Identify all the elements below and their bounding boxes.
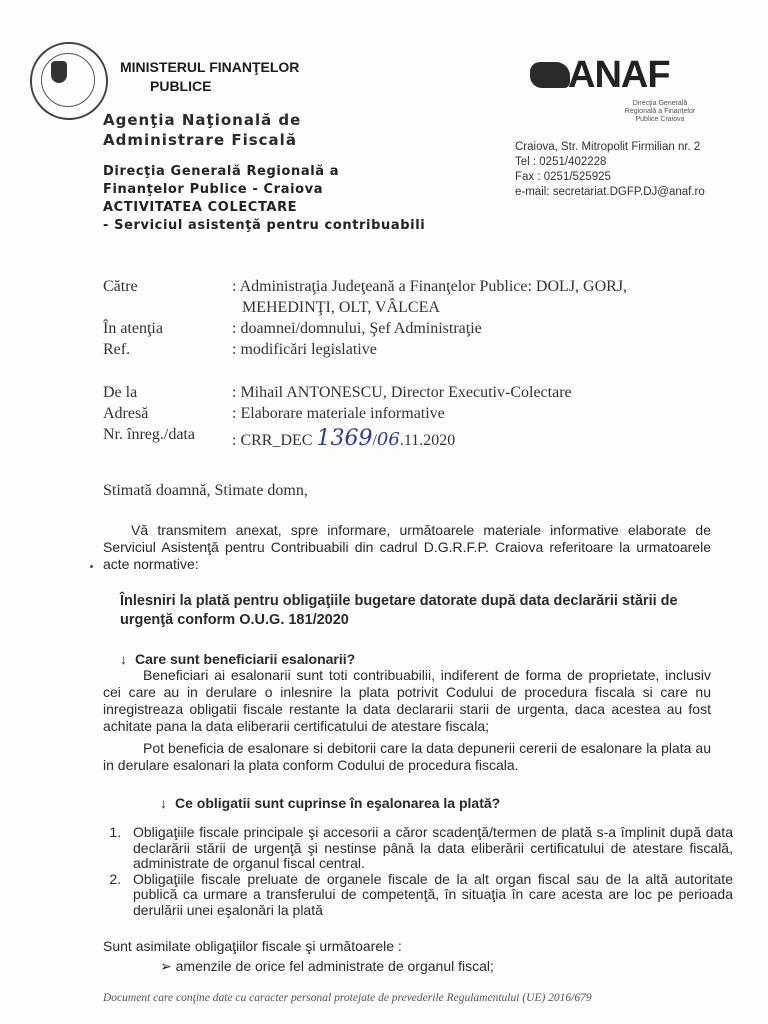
handwritten-number: 1369 (316, 426, 373, 451)
adresa-value: : Elaborare materiale informative (232, 405, 445, 422)
agency-line-2: Administrare Fiscală (103, 131, 297, 149)
ministry-line-1: MINISTERUL FINANŢELOR (120, 59, 300, 75)
directorate-block (103, 163, 425, 235)
scan-mark (90, 565, 93, 568)
contact-address: Craiova, Str. Mitropolit Firmilian nr. 2 (515, 141, 701, 153)
question-1 (120, 651, 355, 667)
ref-value: : modificări legislative (232, 341, 377, 358)
handwritten-day: 06 (376, 429, 400, 450)
ministry-line-2: PUBLICE (150, 78, 212, 94)
question-2 (160, 795, 500, 811)
directorate-line: ACTIVITATEA COLECTARE (103, 200, 298, 215)
list-item: 2. Obligaţiile fiscale preluate de organele fiscale de la alt organ fiscal sau de la altă autoritate publică ca urmare a transferului de competenţă, în situaţia în care acesta are loc pe perioada derulării unei eşalonări la plată (125, 872, 733, 919)
agency-name (103, 110, 301, 150)
coat-of-arms-icon (51, 61, 67, 83)
down-arrow-icon: ↓ (160, 795, 167, 811)
contact-fax: Fax : 0251/525925 (515, 171, 611, 183)
romania-map-icon (530, 62, 570, 88)
obligations-list (103, 825, 733, 918)
nr-prefix: : CRR_DEC (232, 432, 313, 449)
contact-tel: Tel : 0251/402228 (515, 156, 607, 168)
ref-label: Ref. (103, 341, 131, 358)
catre-value-cont: MEHEDINŢI, OLT, VÂLCEA (242, 299, 440, 316)
q1-paragraph-2: Pot beneficia de esalonare si debitorii care la data depunerii cererii de esalonare la plata au in derulare esalonari la plata conform Codului de procedura fiscala. (103, 740, 711, 773)
atentia-value: : doamnei/domnului, Şef Administraţie (232, 320, 482, 337)
agency-line-1: Agenţia Naţională de (103, 111, 302, 129)
nr-suffix: .11.2020 (399, 432, 456, 449)
greeting: Stimată doamnă, Stimate domn, (103, 482, 308, 499)
catre-label: Către (103, 278, 138, 295)
directorate-line: Direcţia Generală Regională a (103, 164, 340, 179)
dela-label: De la (103, 384, 138, 401)
down-arrow-icon: ↓ (120, 651, 127, 667)
atentia-label: În atenţia (103, 320, 163, 337)
question-2-title: Ce obligatii sunt cuprinse în eşalonarea la plată? (175, 795, 501, 811)
registration-number (232, 426, 455, 451)
ministry-seal (30, 42, 108, 120)
adresa-label: Adresă (103, 405, 149, 422)
assimilated-text: Sunt asimilate obligaţiilor fiscale şi următoarele : (103, 938, 402, 954)
contact-block (515, 140, 705, 200)
anaf-logo: ANAF (568, 54, 670, 96)
directorate-line: - Serviciul asistenţă pentru contribuabili (103, 218, 426, 233)
question-1-title: Care sunt beneficiarii esalonarii? (135, 651, 356, 667)
gdpr-footer: Document care conţine date cu caracter personal protejate de prevederile Regulamentului (UE) 2016/679 (103, 992, 592, 1004)
catre-value: : Administraţia Judeţeană a Finanţelor Publice: DOLJ, GORJ, (232, 278, 628, 295)
dela-value: : Mihail ANTONESCU, Director Executiv-Colectare (232, 384, 572, 401)
arrow-right-icon: ➢ (160, 958, 172, 974)
directorate-line: Finanţelor Publice - Craiova (103, 182, 324, 197)
topic-heading: Înlesniri la plată pentru obligaţiile bugetare datorate după data declarării stării de urgenţă conform O.U.G. 181/2020 (120, 593, 678, 628)
logo-subtitle: Direcţia Generală Regională a Finanţelor Publice Craiova (624, 100, 696, 123)
list-item: 1. Obligaţiile fiscale principale şi accesorii a căror scadenţă/termen de plată s-a împlinit după data declarării stării de urgenţă şi nestinse până la data eliberării certificatului de atestare fiscală, administrate de organul fiscal central. (125, 825, 733, 872)
bullet-item (160, 958, 494, 975)
intro-paragraph: Vă transmitem anexat, spre informare, următoarele materiale informative elaborate de Serviciul Asistenţă pentru Contribuabili din cadrul D.G.R.F.P. Craiova referitoare la urmatoarele acte normative: (103, 522, 711, 572)
bullet-item-text: amenzile de orice fel administrate de organul fiscal; (175, 958, 494, 974)
contact-email: e-mail: secretariat.DGFP.DJ@anaf.ro (515, 186, 705, 198)
nr-separator: / (372, 432, 377, 449)
nr-label: Nr. înreg./data (103, 426, 195, 443)
q1-paragraph-1: Beneficiari ai esalonarii sunt toti contribuabilii, indiferent de forma de proprietate, inclusiv cei care au in derulare o inlesnire la plata potrivit Codului de procedura fiscala si care nu inregistreaza obligatii fiscale restante la data declararii starii de urgenta, daca acestea au fost achitate pana la data eliberarii certificatului de atestare fiscala; (103, 667, 711, 734)
ministry-name (120, 58, 320, 96)
seal-ring (41, 53, 95, 107)
